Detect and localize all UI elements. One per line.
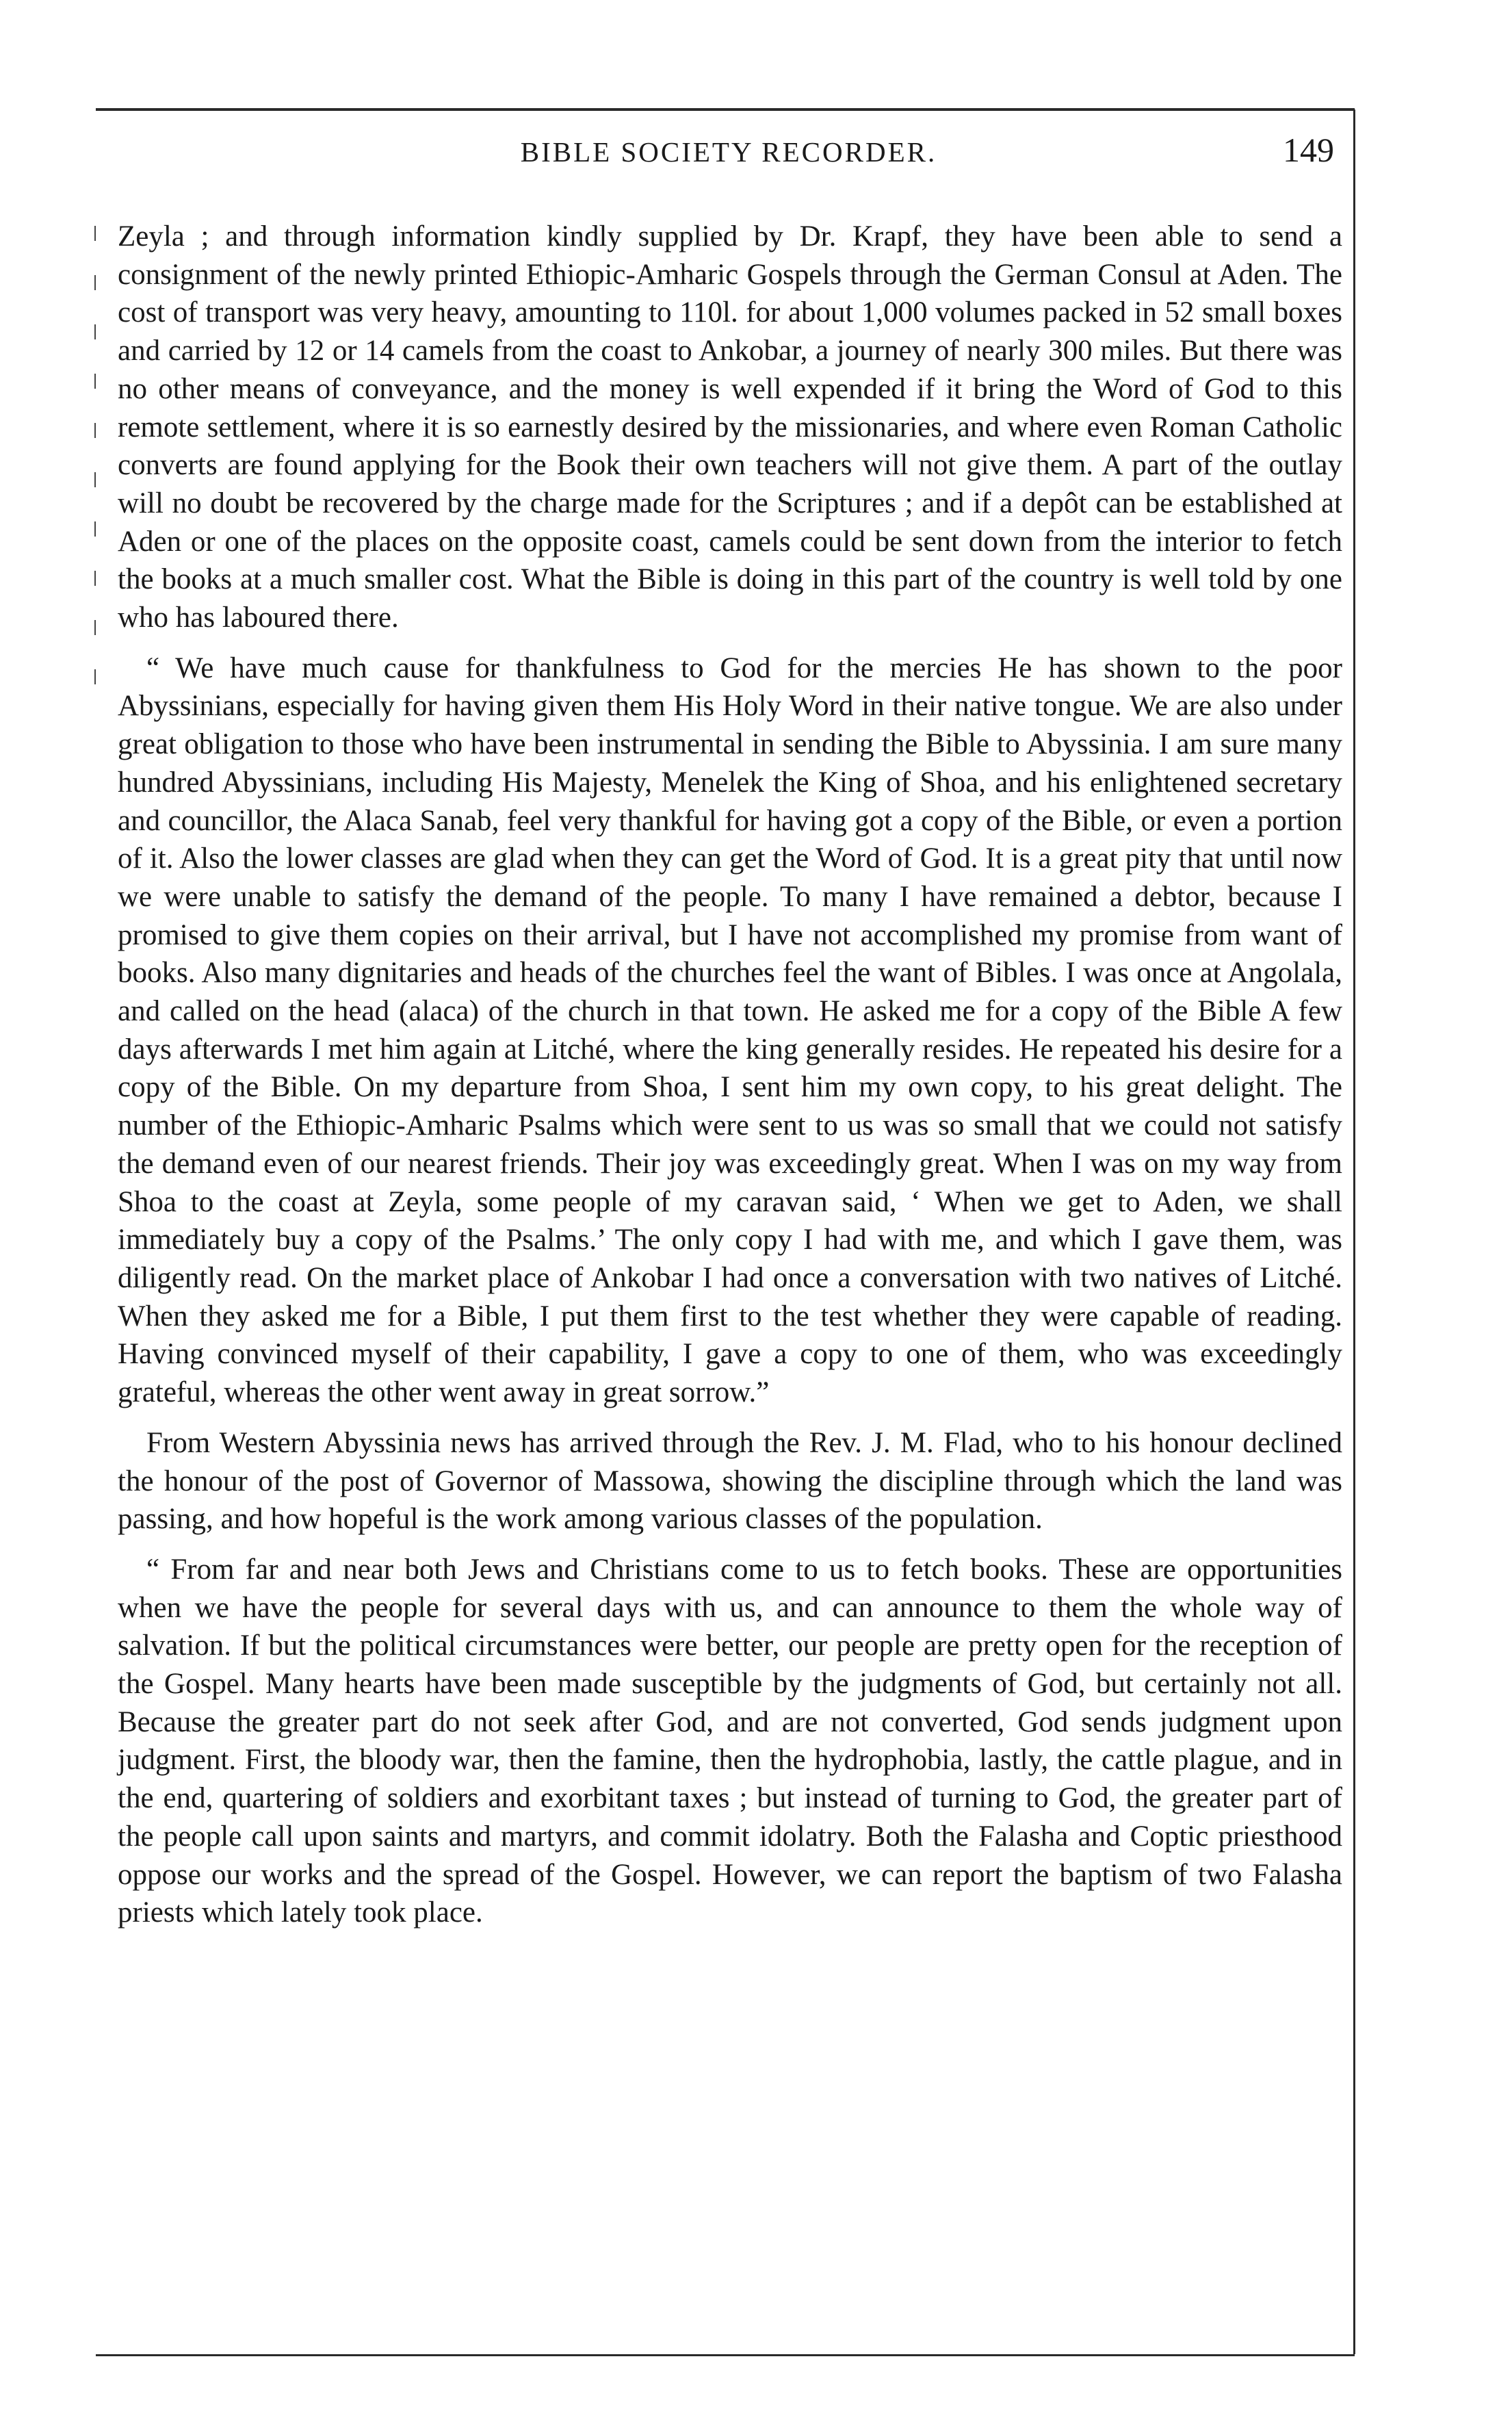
top-rule: [96, 108, 1355, 111]
page-header: [116, 130, 1341, 178]
paragraph-4: “ From far and near both Jews and Christians come to us to fetch books. These are opportunities when we have the people for several days with us, and can announce to them the whole way of salvation. If but the political circumstances were better, our people are pretty open for the reception of the Gospel. Many hearts have been made susceptible by the judgments of God, but certainly not all. Because the greater part do not seek after God, and are not converted, God sends judgment upon judgment. First, the bloody war, then the famine, then the hydrophobia, lastly, the cattle plague, and in the end, quartering of soldiers and exorbitant taxes ; but instead of turning to God, the greater part of the people call upon saints and martyrs, and commit idolatry. Both the Falasha and Coptic priesthood oppose our works and the spread of the Gospel. However, we can report the baptism of two Falasha priests which lately took place.: [118, 1553, 1342, 1929]
page-number: 149: [1283, 131, 1334, 169]
paragraph-1: Zeyla ; and through information kindly supplied by Dr. Krapf, they have been able to send a consignment of the newly printed Ethiopic-Amharic Gospels through the German Consul at Aden. The cost of transport was very heavy, amounting to 110l. for about 1,000 volumes packed in 52 small boxes and carried by 12 or 14 camels from the coast to Ankobar, a journey of nearly 300 miles. But there was no other means of conveyance, and the money is well expended if it bring the Word of God to this remote settlement, where it is so earnestly desired by the missionaries, and where even Roman Catholic converts are found applying for the Book their own teachers will not give them. A part of the outlay will no doubt be recovered by the charge made for the Scriptures ; and if a depôt can be established at Aden or one of the places on the opposite coast, camels could be sent down from the interior to fetch the books at a much smaller cost. What the Bible is doing in this part of the country is well told by one who has laboured there.: [118, 220, 1342, 634]
bottom-rule: [96, 2354, 1355, 2356]
paragraph-2: “ We have much cause for thankfulness to God for the mercies He has shown to the poor Abyssinians, especially for having given them His Holy Word in their native tongue. We are also under great obligation to those who have been instrumental in sending the Bible to Abyssinia. I am sure many hundred Abyssinians, including His Majesty, Menelek the King of Shoa, and his enlightened secretary and councillor, the Alaca Sanab, feel very thankful for having got a copy of the Bible, or even a portion of it. Also the lower classes are glad when they can get the Word of God. It is a great pity that until now we were unable to satisfy the demand of the people. To many I have remained a debtor, because I promised to give them copies on their arrival, but I have not accomplished my promise from want of books. Also many dignitaries and heads of the churches feel the want of Bibles. I was once at Angolala, and called on the head (alaca) of the church in that town. He asked me for a copy of the Bible A few days afterwards I met him again at Litché, where the king generally resides. He repeated his desire for a copy of the Bible. On my departure from Shoa, I sent him my own copy, to his great delight. The number of the Ethiopic-Amharic Psalms which were sent to us was so small that we could not satisfy the demand even of our nearest friends. Their joy was exceedingly great. When I was on my way from Shoa to the coast at Zeyla, some people of my caravan said, ‘ When we get to Aden, we shall immediately buy a copy of the Psalms.’ The only copy I had with me, and which I gave them, was diligently read. On the market place of Ankobar I had once a conversation with two natives of Litché. When they asked me for a Bible, I put them first to the test whether they were capable of reading. Having convinced myself of their capability, I gave a copy to one of them, who was exceedingly grateful, whereas the other went away in great sorrow.”: [118, 652, 1342, 1409]
body-text: [118, 218, 1342, 1932]
paragraph-3: From Western Abyssinia news has arrived through the Rev. J. M. Flad, who to his honour declined the honour of the post of Governor of Massowa, showing the discipline through which the land was passing, and how hopeful is the work among various classes of the population.: [118, 1426, 1342, 1536]
left-margin-marks: [94, 226, 99, 773]
right-margin-rule: [1353, 109, 1355, 2354]
running-head: BIBLE SOCIETY RECORDER.: [520, 136, 937, 168]
